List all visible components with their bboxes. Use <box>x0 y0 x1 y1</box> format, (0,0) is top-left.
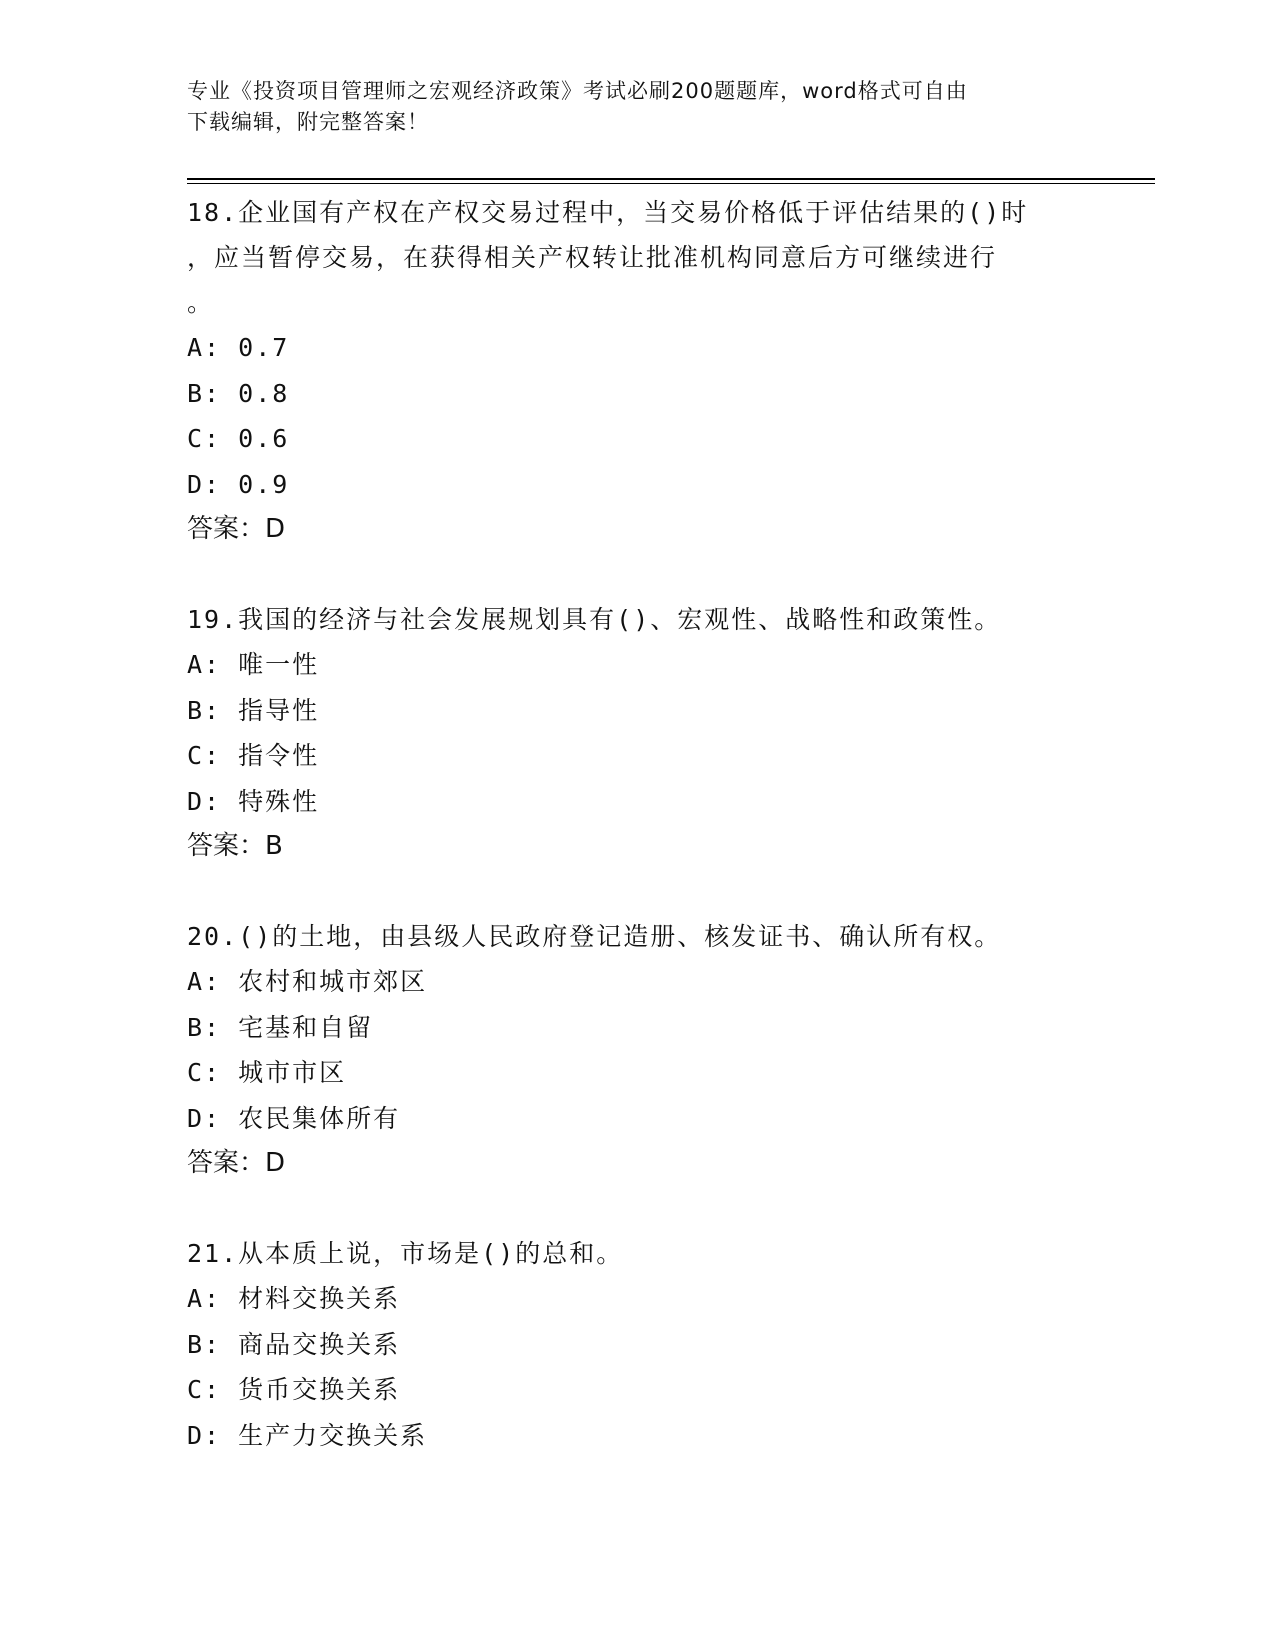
question-19 <box>187 597 1087 869</box>
question-stem-line: 20.()的土地，由县级人民政府登记造册、核发证书、确认所有权。 <box>187 922 1002 951</box>
option-c: C: 货币交换关系 <box>187 1375 401 1404</box>
question-stem-line: 21.从本质上说，市场是()的总和。 <box>187 1239 624 1268</box>
option-c: C: 城市市区 <box>187 1058 347 1087</box>
question-stem-line: 18.企业国有产权在产权交易过程中，当交易价格低于评估结果的()时 <box>187 198 1029 227</box>
question-stem-line: 19.我国的经济与社会发展规划具有()、宏观性、战略性和政策性。 <box>187 605 1002 634</box>
answer-label: 答案：B <box>187 831 283 861</box>
option-c: C: 指令性 <box>187 741 320 770</box>
question-21 <box>187 1231 1087 1458</box>
option-a: A: 材料交换关系 <box>187 1284 401 1313</box>
option-b: B: 0.8 <box>187 378 290 408</box>
option-a: A: 农村和城市郊区 <box>187 967 428 996</box>
question-18 <box>187 190 1087 552</box>
answer-label: 答案：D <box>187 514 286 544</box>
option-d: D: 特殊性 <box>187 786 320 816</box>
option-d: D: 农民集体所有 <box>187 1103 401 1133</box>
option-b: B: 商品交换关系 <box>187 1329 401 1359</box>
header-line-2: 下载编辑，附完整答案！ <box>187 110 429 134</box>
question-20 <box>187 914 1087 1186</box>
header-line-1: 专业《投资项目管理师之宏观经济政策》考试必刷200题题库，word格式可自由 <box>187 79 968 103</box>
header-divider-thin <box>187 183 1155 184</box>
option-d: D: 0.9 <box>187 469 290 499</box>
option-a: A: 唯一性 <box>187 650 320 679</box>
option-c: C: 0.6 <box>187 424 290 453</box>
question-stem-line: ，应当暂停交易，在获得相关产权转让批准机构同意后方可继续进行 <box>187 243 998 272</box>
header-divider-thick <box>187 178 1155 180</box>
answer-label: 答案：D <box>187 1148 286 1178</box>
document-header <box>187 76 1067 138</box>
option-a: A: 0.7 <box>187 333 290 362</box>
option-d: D: 生产力交换关系 <box>187 1420 428 1450</box>
question-list <box>187 190 1087 1458</box>
option-b: B: 宅基和自留 <box>187 1012 374 1042</box>
question-stem-line: 。 <box>187 288 215 317</box>
option-b: B: 指导性 <box>187 695 320 725</box>
